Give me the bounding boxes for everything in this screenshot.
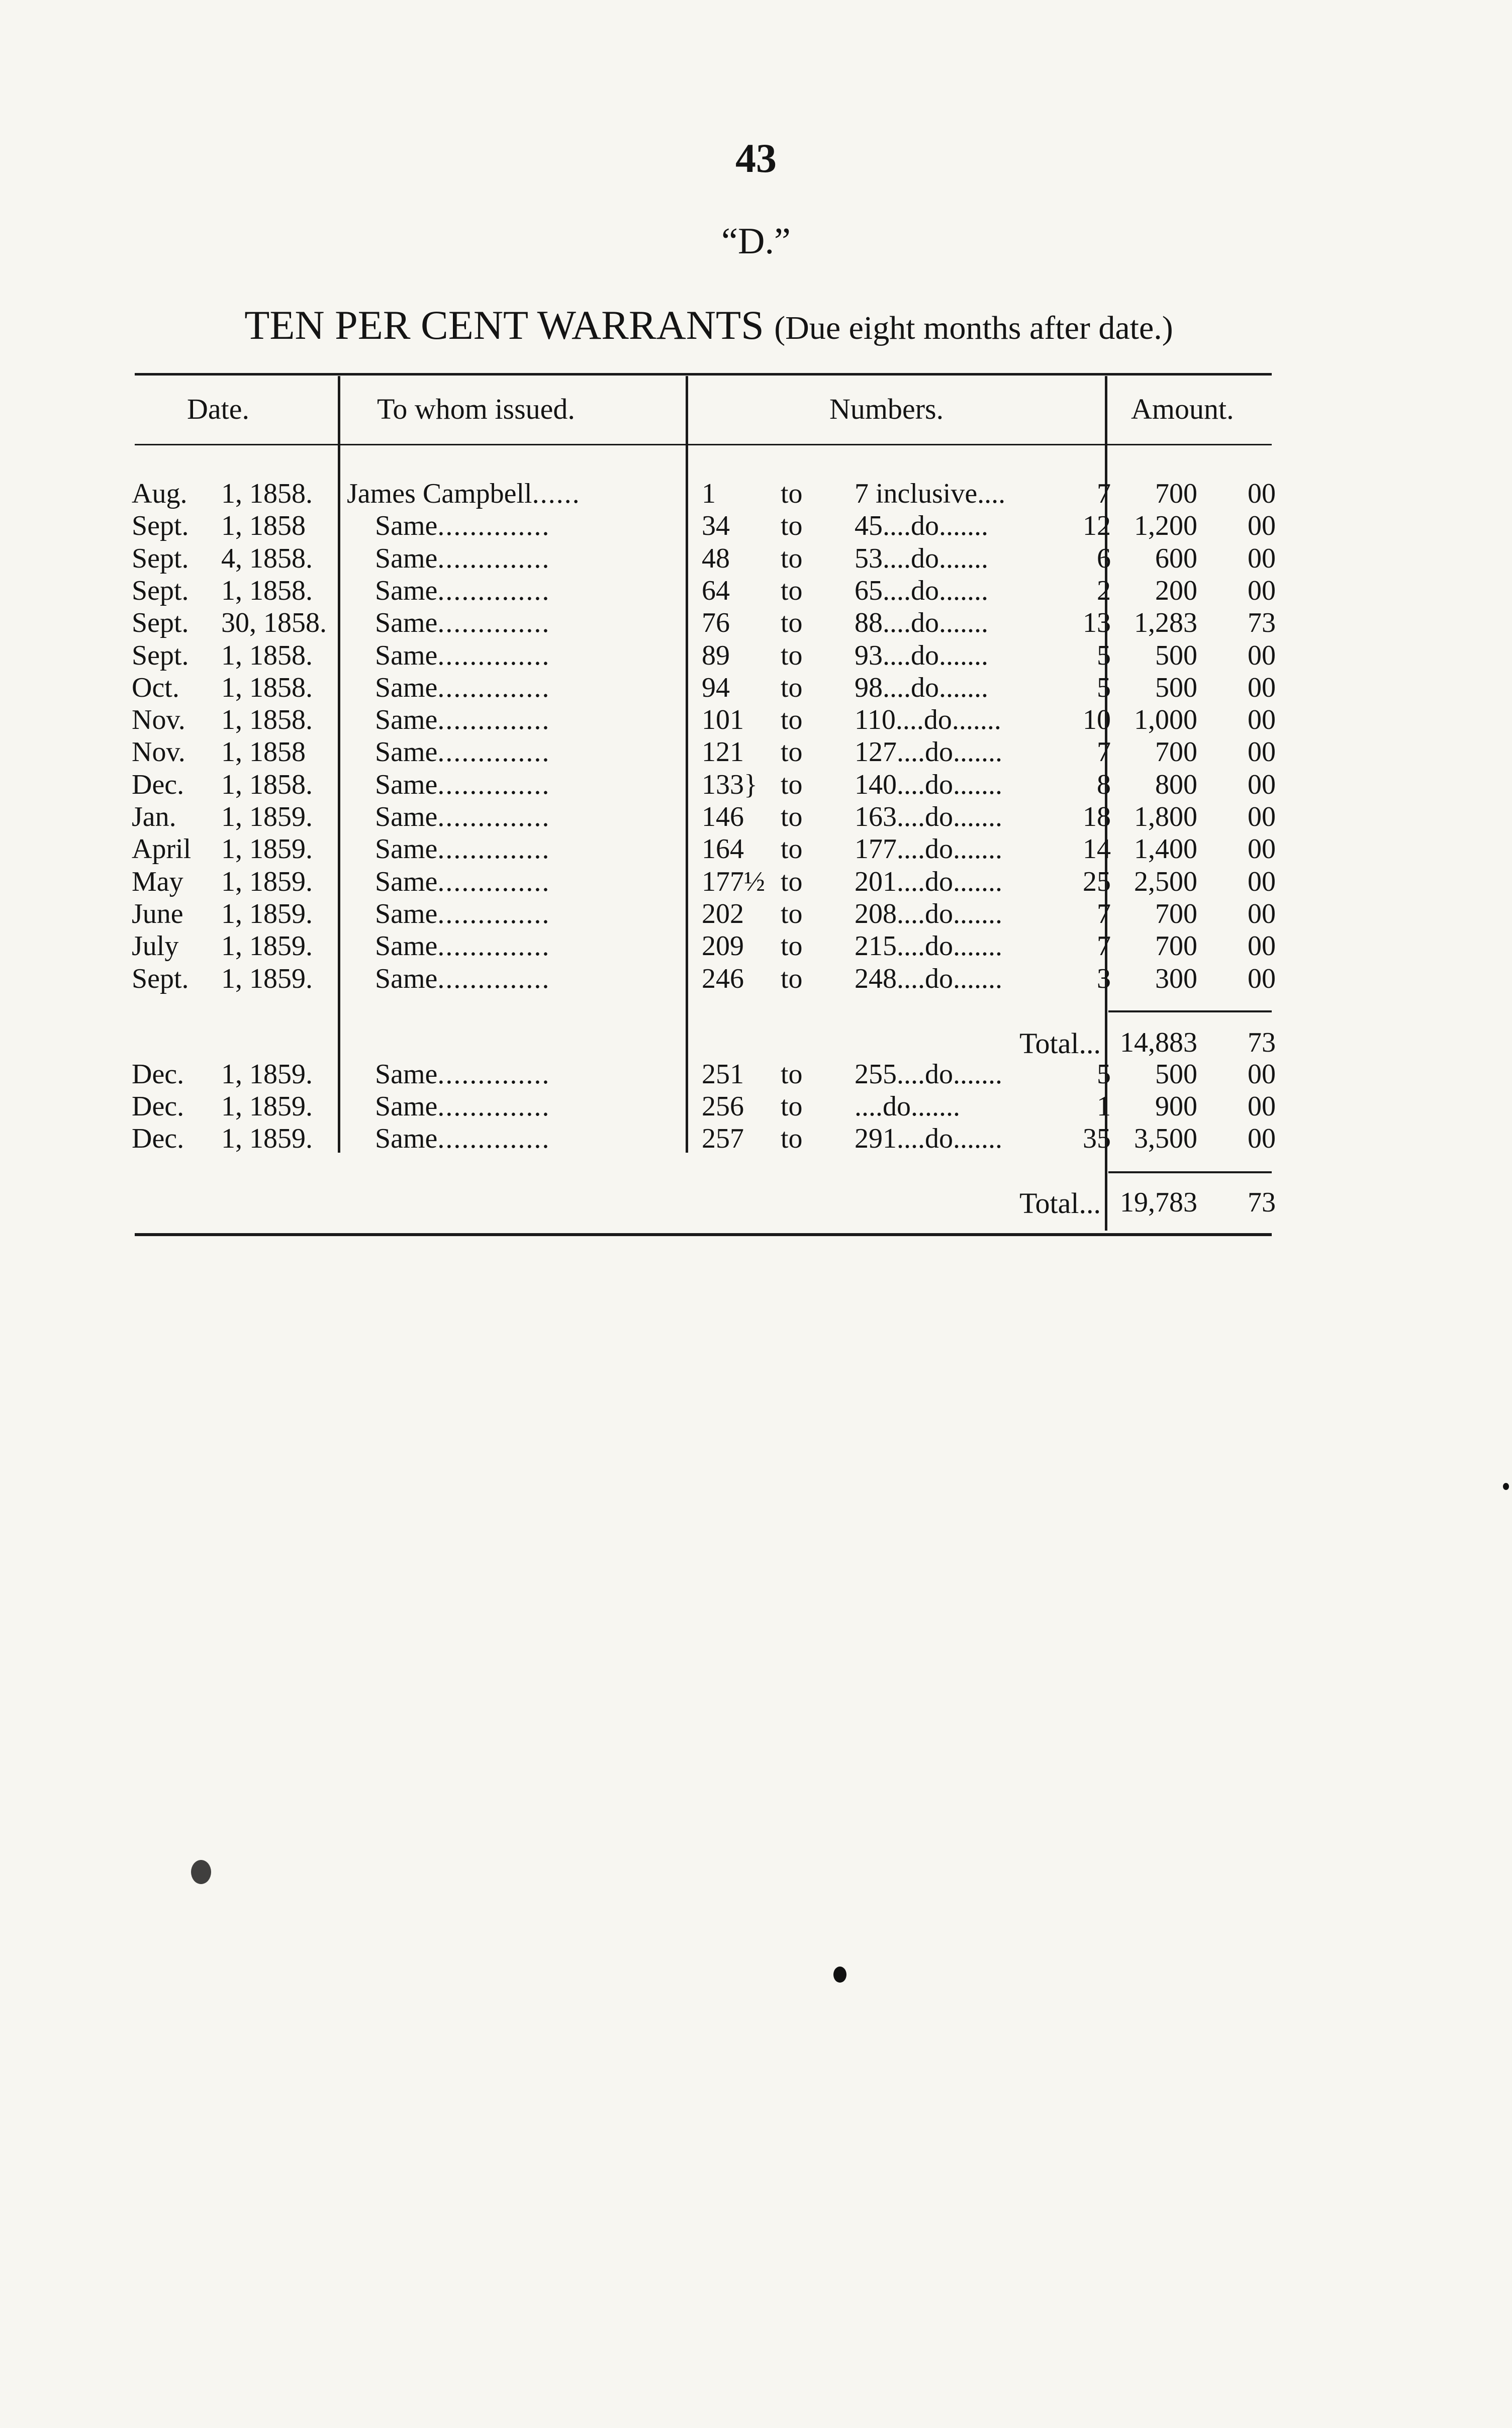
date-month: Dec. bbox=[132, 1059, 184, 1090]
table-row bbox=[0, 510, 1512, 542]
date-month: Nov. bbox=[132, 704, 185, 736]
date-month: Sept. bbox=[132, 510, 189, 542]
warrant-count: 25 bbox=[1083, 866, 1111, 897]
date-day: 1, 1858. bbox=[221, 639, 313, 671]
leader-dots: .............. bbox=[437, 704, 550, 736]
table-row bbox=[0, 575, 1512, 607]
leader-dots: .............. bbox=[437, 963, 550, 994]
number-description: 201....do....... bbox=[855, 866, 1002, 897]
table-row bbox=[0, 898, 1512, 930]
number-from: 256 bbox=[702, 1091, 744, 1122]
title-main: TEN PER CENT WARRANTS bbox=[244, 302, 764, 348]
number-from: 94 bbox=[702, 672, 730, 703]
number-to-word: to bbox=[781, 672, 803, 703]
number-description: 140....do....... bbox=[855, 769, 1002, 800]
grand-total-cents: 73 bbox=[1248, 1187, 1276, 1218]
leader-dots: .............. bbox=[437, 930, 550, 962]
table-bottom-rule bbox=[135, 1233, 1272, 1236]
column-header-date: Date. bbox=[187, 393, 249, 425]
leader-dots: .............. bbox=[437, 801, 550, 832]
date-day: 1, 1859. bbox=[221, 801, 313, 832]
issued-to bbox=[347, 478, 581, 510]
table-row bbox=[0, 801, 1512, 833]
number-description: 248....do....... bbox=[855, 963, 1002, 994]
issued-to bbox=[375, 672, 550, 704]
issued-to bbox=[375, 1058, 550, 1090]
amount-dollars: 2,500 bbox=[1134, 866, 1197, 897]
amount-dollars: 800 bbox=[1155, 769, 1197, 800]
table-row bbox=[0, 769, 1512, 801]
number-description: 53....do....... bbox=[855, 542, 988, 574]
issued-to bbox=[375, 1090, 550, 1123]
issued-to bbox=[375, 898, 550, 930]
number-from: 257 bbox=[702, 1123, 744, 1154]
column-header-amount: Amount. bbox=[1131, 393, 1234, 425]
date-day: 1, 1859. bbox=[221, 1059, 313, 1090]
table-row bbox=[0, 704, 1512, 736]
warrant-count: 3 bbox=[1097, 963, 1111, 994]
amount-cents: 00 bbox=[1248, 898, 1276, 929]
leader-dots: .............. bbox=[437, 607, 550, 639]
table-row bbox=[0, 672, 1512, 704]
date-day: 1, 1859. bbox=[221, 1091, 313, 1122]
number-description: 291....do....... bbox=[855, 1123, 1002, 1154]
amount-dollars: 1,800 bbox=[1134, 801, 1197, 832]
table-row bbox=[0, 542, 1512, 575]
issued-to-name: Same bbox=[375, 607, 438, 639]
leader-dots: .............. bbox=[437, 1059, 550, 1090]
amount-dollars: 700 bbox=[1155, 898, 1197, 929]
issued-to bbox=[375, 963, 550, 995]
date-day: 4, 1858. bbox=[221, 542, 313, 574]
date-day: 1, 1858. bbox=[221, 672, 313, 703]
date-month: Sept. bbox=[132, 639, 189, 671]
number-from: 89 bbox=[702, 639, 730, 671]
table-row bbox=[0, 833, 1512, 865]
number-to-word: to bbox=[781, 833, 803, 865]
issued-to bbox=[375, 736, 550, 768]
number-from: 202 bbox=[702, 898, 744, 929]
number-to-word: to bbox=[781, 639, 803, 671]
number-from: 76 bbox=[702, 607, 730, 639]
amount-cents: 00 bbox=[1248, 704, 1276, 736]
date-day: 1, 1858. bbox=[221, 478, 313, 509]
amount-dollars: 1,400 bbox=[1134, 833, 1197, 865]
date-month: April bbox=[132, 833, 192, 865]
issued-to bbox=[375, 542, 550, 575]
date-month: July bbox=[132, 930, 179, 962]
issued-to bbox=[375, 510, 550, 542]
issued-to-name: Same bbox=[375, 801, 438, 832]
issued-to bbox=[375, 801, 550, 833]
grand-total-rule bbox=[1108, 1171, 1272, 1173]
issued-to-name: Same bbox=[375, 898, 438, 929]
date-month: May bbox=[132, 866, 183, 897]
subtotal-label: Total... bbox=[1019, 1027, 1101, 1060]
number-from: 251 bbox=[702, 1059, 744, 1090]
number-description: 93....do....... bbox=[855, 639, 988, 671]
issued-to-name: Same bbox=[375, 704, 438, 736]
amount-cents: 00 bbox=[1248, 478, 1276, 509]
warrant-count: 10 bbox=[1083, 704, 1111, 736]
date-month: Dec. bbox=[132, 769, 184, 800]
number-description: 45....do....... bbox=[855, 510, 988, 542]
issued-to-name: Same bbox=[375, 963, 438, 994]
amount-dollars: 1,000 bbox=[1134, 704, 1197, 736]
ink-speck bbox=[833, 1967, 846, 1983]
number-from: 121 bbox=[702, 736, 744, 768]
grand-total-dollars: 19,783 bbox=[1120, 1187, 1197, 1218]
issued-to-name: Same bbox=[375, 639, 438, 671]
number-from: 34 bbox=[702, 510, 730, 542]
issued-to bbox=[375, 639, 550, 672]
issued-to-name: Same bbox=[375, 510, 438, 542]
amount-cents: 73 bbox=[1248, 607, 1276, 639]
number-description: 7 inclusive.... bbox=[855, 478, 1006, 509]
leader-dots: .............. bbox=[437, 769, 550, 800]
number-description: 98....do....... bbox=[855, 672, 988, 703]
issued-to-name: Same bbox=[375, 1123, 438, 1154]
leader-dots: .............. bbox=[437, 866, 550, 897]
section-label: “D.” bbox=[721, 221, 791, 262]
amount-cents: 00 bbox=[1248, 575, 1276, 606]
number-from: 164 bbox=[702, 833, 744, 865]
date-month: Jan. bbox=[132, 801, 176, 832]
number-description: 88....do....... bbox=[855, 607, 988, 639]
amount-cents: 00 bbox=[1248, 1059, 1276, 1090]
date-day: 1, 1858. bbox=[221, 575, 313, 606]
issued-to bbox=[375, 866, 550, 898]
number-to-word: to bbox=[781, 898, 803, 929]
amount-dollars: 700 bbox=[1155, 736, 1197, 768]
issued-to bbox=[375, 1123, 550, 1155]
amount-cents: 00 bbox=[1248, 833, 1276, 865]
amount-dollars: 300 bbox=[1155, 963, 1197, 994]
amount-dollars: 600 bbox=[1155, 542, 1197, 574]
warrant-count: 5 bbox=[1097, 639, 1111, 671]
number-description: 208....do....... bbox=[855, 898, 1002, 929]
warrant-count: 7 bbox=[1097, 478, 1111, 509]
warrant-count: 6 bbox=[1097, 542, 1111, 574]
number-description: 177....do....... bbox=[855, 833, 1002, 865]
number-to-word: to bbox=[781, 704, 803, 736]
date-month: Oct. bbox=[132, 672, 179, 703]
amount-dollars: 700 bbox=[1155, 930, 1197, 962]
grand-total-row bbox=[0, 1186, 1512, 1219]
table-row bbox=[0, 607, 1512, 639]
table-row bbox=[0, 1058, 1512, 1090]
column-header-whom: To whom issued. bbox=[377, 393, 575, 425]
table-row bbox=[0, 866, 1512, 898]
number-description: ....do....... bbox=[855, 1091, 960, 1122]
number-to-word: to bbox=[781, 542, 803, 574]
issued-to-name: Same bbox=[375, 866, 438, 897]
page-number: 43 bbox=[735, 135, 777, 181]
amount-cents: 00 bbox=[1248, 1123, 1276, 1154]
ink-speck bbox=[1503, 1483, 1509, 1490]
table-top-rule bbox=[135, 373, 1272, 376]
amount-cents: 00 bbox=[1248, 801, 1276, 832]
date-day: 1, 1859. bbox=[221, 833, 313, 865]
number-to-word: to bbox=[781, 575, 803, 606]
issued-to-name: James Campbell bbox=[347, 478, 532, 509]
amount-cents: 00 bbox=[1248, 930, 1276, 962]
issued-to bbox=[375, 930, 550, 962]
amount-dollars: 1,200 bbox=[1134, 510, 1197, 542]
amount-dollars: 700 bbox=[1155, 478, 1197, 509]
leader-dots: .............. bbox=[437, 1091, 550, 1122]
date-day: 1, 1859. bbox=[221, 963, 313, 994]
leader-dots: .............. bbox=[437, 672, 550, 703]
warrant-count: 14 bbox=[1083, 833, 1111, 865]
date-month: June bbox=[132, 898, 183, 929]
table-row bbox=[0, 1123, 1512, 1155]
warrant-count: 5 bbox=[1097, 1059, 1111, 1090]
warrant-count: 7 bbox=[1097, 930, 1111, 962]
date-month: Nov. bbox=[132, 736, 185, 768]
warrant-count: 5 bbox=[1097, 672, 1111, 703]
table-row bbox=[0, 930, 1512, 962]
warrant-count: 2 bbox=[1097, 575, 1111, 606]
amount-cents: 00 bbox=[1248, 769, 1276, 800]
subtotal-dollars: 14,883 bbox=[1120, 1027, 1197, 1058]
date-day: 1, 1859. bbox=[221, 866, 313, 897]
amount-dollars: 1,283 bbox=[1134, 607, 1197, 639]
subtotal-cents: 73 bbox=[1248, 1027, 1276, 1058]
amount-cents: 00 bbox=[1248, 963, 1276, 994]
grand-total-label: Total... bbox=[1019, 1187, 1101, 1220]
subtotal-row bbox=[0, 1026, 1512, 1059]
issued-to-name: Same bbox=[375, 542, 438, 574]
leader-dots: .............. bbox=[437, 542, 550, 574]
number-to-word: to bbox=[781, 607, 803, 639]
date-day: 1, 1859. bbox=[221, 898, 313, 929]
table-row bbox=[0, 478, 1512, 510]
column-header-numbers: Numbers. bbox=[829, 393, 944, 425]
table-row bbox=[0, 736, 1512, 768]
number-to-word: to bbox=[781, 1123, 803, 1154]
number-to-word: to bbox=[781, 510, 803, 542]
issued-to-name: Same bbox=[375, 575, 438, 606]
issued-to-name: Same bbox=[375, 930, 438, 962]
number-to-word: to bbox=[781, 866, 803, 897]
number-description: 127....do....... bbox=[855, 736, 1002, 768]
date-month: Sept. bbox=[132, 963, 189, 994]
issued-to-name: Same bbox=[375, 736, 438, 768]
issued-to-name: Same bbox=[375, 1091, 438, 1122]
date-day: 1, 1858. bbox=[221, 704, 313, 736]
leader-dots: ...... bbox=[532, 478, 581, 509]
leader-dots: .............. bbox=[437, 833, 550, 865]
table-row bbox=[0, 639, 1512, 672]
number-to-word: to bbox=[781, 478, 803, 509]
date-day: 30, 1858. bbox=[221, 607, 327, 639]
number-description: 215....do....... bbox=[855, 930, 1002, 962]
issued-to-name: Same bbox=[375, 672, 438, 703]
issued-to-name: Same bbox=[375, 1059, 438, 1090]
amount-cents: 00 bbox=[1248, 736, 1276, 768]
warrant-count: 12 bbox=[1083, 510, 1111, 542]
warrant-count: 13 bbox=[1083, 607, 1111, 639]
amount-cents: 00 bbox=[1248, 866, 1276, 897]
amount-dollars: 500 bbox=[1155, 1059, 1197, 1090]
date-month: Aug. bbox=[132, 478, 187, 509]
leader-dots: .............. bbox=[437, 1123, 550, 1154]
number-from: 48 bbox=[702, 542, 730, 574]
issued-to-name: Same bbox=[375, 833, 438, 865]
issued-to bbox=[375, 575, 550, 607]
amount-dollars: 500 bbox=[1155, 639, 1197, 671]
number-description: 110....do....... bbox=[855, 704, 1001, 736]
number-description: 255....do....... bbox=[855, 1059, 1002, 1090]
issued-to bbox=[375, 607, 550, 639]
number-to-word: to bbox=[781, 769, 803, 800]
amount-dollars: 3,500 bbox=[1134, 1123, 1197, 1154]
number-from: 133} bbox=[702, 769, 758, 800]
leader-dots: .............. bbox=[437, 510, 550, 542]
number-from: 1 bbox=[702, 478, 716, 509]
number-to-word: to bbox=[781, 1091, 803, 1122]
number-to-word: to bbox=[781, 930, 803, 962]
date-day: 1, 1858 bbox=[221, 736, 306, 768]
date-day: 1, 1858. bbox=[221, 769, 313, 800]
number-to-word: to bbox=[781, 736, 803, 768]
table-row bbox=[0, 963, 1512, 995]
amount-cents: 00 bbox=[1248, 542, 1276, 574]
number-from: 246 bbox=[702, 963, 744, 994]
document-title bbox=[136, 302, 1282, 349]
amount-cents: 00 bbox=[1248, 672, 1276, 703]
date-day: 1, 1859. bbox=[221, 1123, 313, 1154]
warrant-count: 35 bbox=[1083, 1123, 1111, 1154]
number-to-word: to bbox=[781, 801, 803, 832]
amount-dollars: 900 bbox=[1155, 1091, 1197, 1122]
date-day: 1, 1858 bbox=[221, 510, 306, 542]
date-month: Sept. bbox=[132, 607, 189, 639]
date-month: Dec. bbox=[132, 1091, 184, 1122]
warrant-count: 7 bbox=[1097, 898, 1111, 929]
header-bottom-rule bbox=[135, 444, 1272, 445]
date-month: Sept. bbox=[132, 542, 189, 574]
number-from: 64 bbox=[702, 575, 730, 606]
leader-dots: .............. bbox=[437, 575, 550, 606]
number-description: 65....do....... bbox=[855, 575, 988, 606]
number-from: 146 bbox=[702, 801, 744, 832]
title-sub: (Due eight months after date.) bbox=[774, 310, 1173, 346]
leader-dots: .............. bbox=[437, 898, 550, 929]
number-description: 163....do....... bbox=[855, 801, 1002, 832]
leader-dots: .............. bbox=[437, 736, 550, 768]
number-from: 209 bbox=[702, 930, 744, 962]
subtotal-rule bbox=[1108, 1010, 1272, 1012]
date-month: Sept. bbox=[132, 575, 189, 606]
warrant-count: 7 bbox=[1097, 736, 1111, 768]
issued-to-name: Same bbox=[375, 769, 438, 800]
ink-speck bbox=[191, 1860, 211, 1884]
warrant-count: 8 bbox=[1097, 769, 1111, 800]
number-to-word: to bbox=[781, 963, 803, 994]
warrant-count: 1 bbox=[1097, 1091, 1111, 1122]
number-from: 101 bbox=[702, 704, 744, 736]
number-from: 177½ bbox=[702, 866, 765, 897]
amount-cents: 00 bbox=[1248, 1091, 1276, 1122]
number-to-word: to bbox=[781, 1059, 803, 1090]
amount-cents: 00 bbox=[1248, 639, 1276, 671]
leader-dots: .............. bbox=[437, 639, 550, 671]
date-day: 1, 1859. bbox=[221, 930, 313, 962]
issued-to bbox=[375, 769, 550, 801]
amount-dollars: 200 bbox=[1155, 575, 1197, 606]
amount-cents: 00 bbox=[1248, 510, 1276, 542]
issued-to bbox=[375, 704, 550, 736]
warrant-count: 18 bbox=[1083, 801, 1111, 832]
issued-to bbox=[375, 833, 550, 865]
amount-dollars: 500 bbox=[1155, 672, 1197, 703]
table-row bbox=[0, 1090, 1512, 1123]
date-month: Dec. bbox=[132, 1123, 184, 1154]
